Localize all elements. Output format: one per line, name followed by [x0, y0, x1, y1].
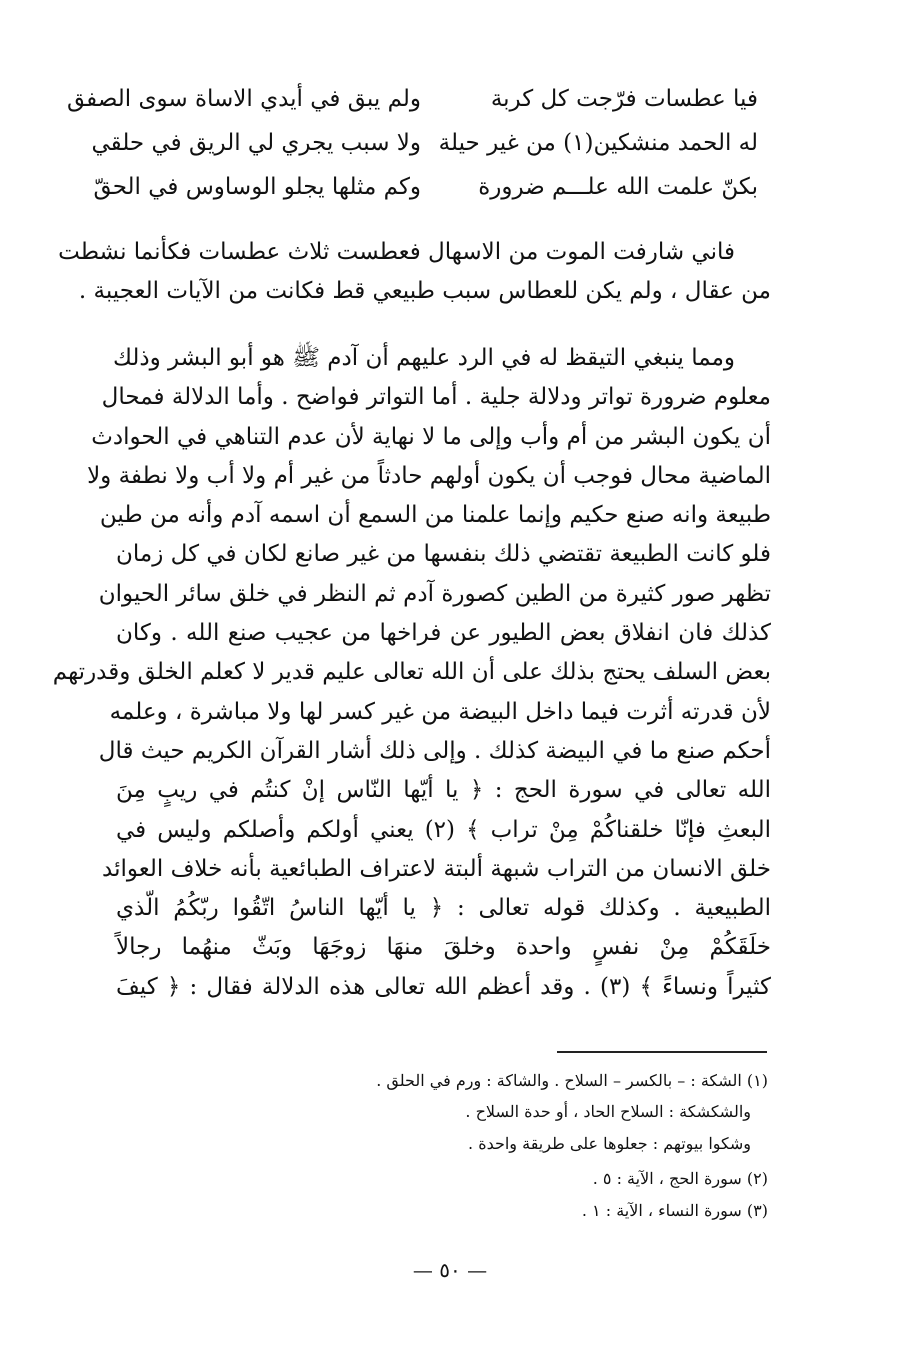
text-line: أن يكون البشر من أم وأب وإلى ما لا نهاية لأن عدم التناهي في الحوادث: [91, 423, 771, 450]
verse-second-hemistich: وكم مثلها يجلو الوساوس في الحقّ: [93, 174, 421, 200]
verse-first-hemistich: بكنّ علمت الله علـــم ضرورة: [478, 174, 758, 200]
text-line: طبيعة وانه صنع حكيم وإنما علمنا من السمع أن اسمه آدم وأنه من طين: [99, 502, 771, 529]
text-line: فلو كانت الطبيعة تقتضي ذلك بنفسها من غير صانع لكان في كل زمان: [116, 541, 771, 568]
text-line: تظهر صور كثيرة من الطين كصورة آدم ثم النظر في خلق سائر الحيوان: [98, 580, 771, 607]
footnote: وشكوا بيوتهم : جعلوها على طريقة واحدة .: [468, 1134, 751, 1153]
text-line: لأن قدرته أثرت فيما داخل البيضة من غير كسر لها ولا مباشرة ، وعلمه: [109, 698, 771, 725]
text-line: أحكم صنع ما في البيضة كذلك . وإلى ذلك أشار القرآن الكريم حيث قال: [98, 737, 771, 764]
footnote: (٣) سورة النساء ، الآية : ١ .: [581, 1201, 768, 1220]
text-line: الطبيعية . وكذلك قوله تعالى : ﴿ يا أيّها الناسُ اتّقُوا ربّكُمُ الّذي: [116, 895, 771, 922]
verse-second-hemistich: ولم يبق في أيدي الاساة سوى الصفق: [67, 86, 421, 112]
text-line: ومما ينبغي التيقظ له في الرد عليهم أن آدم ﷺ هو أبو البشر وذلك: [113, 345, 735, 371]
text-line: فاني شارفت الموت من الاسهال فعطست ثلاث عطسات فكأنما نشطت: [58, 239, 735, 265]
paragraph-1: [58, 233, 771, 312]
footnote: والشكشكة : السلاح الحاد ، أو حدة السلاح .: [465, 1102, 751, 1121]
verse-second-hemistich: ولا سبب يجري لي الريق في حلقي: [91, 130, 421, 156]
text-line: الله تعالى في سورة الحج : ﴿ يا أيّها النّاس إنْ كنتُم في ريبٍ مِنَ: [116, 777, 771, 804]
page-number: — ٥٠ —: [412, 1258, 488, 1282]
verse-first-hemistich: له الحمد منشكين(١) من غير حيلة: [438, 130, 758, 156]
text-line: خلق الانسان من التراب شبهة ألبتة لاعتراف الطبائعية بأنه خلاف العوائد: [102, 855, 771, 882]
text-line: معلوم ضرورة تواتر ودلالة جلية . أما التواتر فواضح . وأما الدلالة فمحال: [101, 384, 771, 411]
footnote: (١) الشكة : – بالكسر – السلاح . والشاكة : ورم في الحلق .: [376, 1071, 768, 1090]
text-line: خلَقَكُمْ مِنْ نفسٍ واحدة وخلقَ منهَا زوجَهَا وبَثّ منهُما رجالاً: [116, 934, 771, 961]
footnote: (٢) سورة الحج ، الآية : ٥ .: [592, 1169, 768, 1188]
paragraph-2: [52, 339, 771, 1007]
text-line: من عقال ، ولم يكن للعطاس سبب طبيعي قط فكانت من الآيات العجيبة .: [78, 278, 771, 305]
verse-first-hemistich: فيا عطسات فرّجت كل كربة: [490, 86, 758, 112]
text-line: بعض السلف يحتج بذلك على أن الله تعالى عليم قدير لا كعلم الخلق وقدرتهم: [52, 659, 771, 686]
text-line: البعثِ فإنّا خلقناكُمْ مِنْ تراب ﴾ (٢) يعني أولكم وأصلكم وليس في: [116, 816, 771, 843]
footnote-separator: [557, 1051, 767, 1053]
text-line: كذلك فان انفلاق بعض الطيور عن فراخها من عجيب صنع الله . وكان: [116, 620, 771, 647]
text-line: كثيراً ونساءً ﴾ (٣) . وقد أعظم الله تعالى هذه الدلالة فقال : ﴿ كيفَ: [116, 973, 771, 1000]
text-line: الماضية محال فوجب أن يكون أولهم حادثاً من غير أم ولا أب ولا نطفة ولا: [87, 462, 771, 489]
